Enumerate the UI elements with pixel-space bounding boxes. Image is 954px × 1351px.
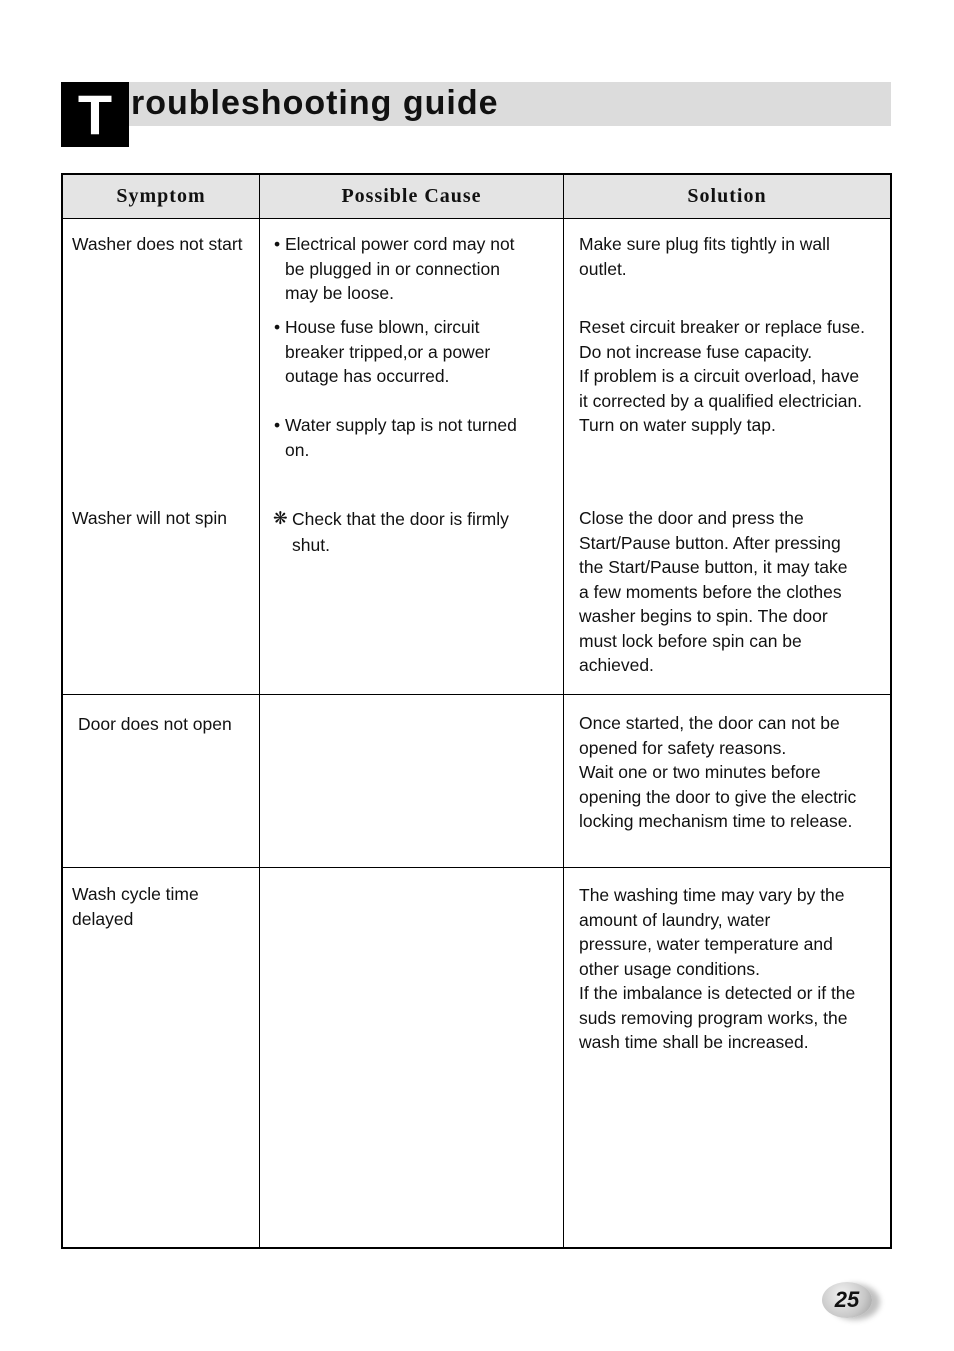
symptom-cell: Washer will not spin [72, 508, 227, 528]
symptom-cell: Wash cycle time delayed [72, 884, 199, 929]
solution-text: Reset circuit breaker or replace fuse. Do not increase fuse capacity. If problem is a circuit overload, have it corrected by a qualified electrician. Turn on water supply tap. [579, 317, 865, 435]
cause-bullet: • [274, 234, 281, 254]
row-divider [63, 867, 890, 868]
row-divider [63, 218, 890, 219]
cause-bullet: ❋ [273, 508, 288, 528]
cause-bullet: • [274, 317, 281, 337]
header-symptom: Symptom [116, 185, 206, 207]
header-possible-cause: Possible Cause [341, 185, 482, 207]
cause-text: Check that the door is firmly shut. [292, 509, 509, 555]
symptom-cell: Door does not open [78, 714, 232, 734]
header-solution: Solution [687, 185, 767, 207]
cause-bullet: • [274, 415, 281, 435]
page-number: 25 [834, 1287, 860, 1312]
cause-text: House fuse blown, circuit breaker tripped,or a power outage has occurred. [285, 317, 491, 386]
column-divider [259, 175, 260, 1247]
solution-text: Make sure plug fits tightly in wall outlet. [579, 234, 830, 279]
column-divider [563, 175, 564, 1247]
page-title: roubleshooting guide [131, 84, 499, 122]
row-divider [63, 694, 890, 695]
symptom-cell: Washer does not start [72, 234, 243, 254]
title-initial-block: T [61, 82, 129, 147]
cause-text: Water supply tap is not turned on. [285, 415, 517, 460]
solution-text: Close the door and press the Start/Pause button. After pressing the Start/Pause button, it may take a few moments before the clothes washer begins to spin. The door must lock before spin can be achieved. [579, 508, 848, 675]
cause-text: Electrical power cord may not be plugged in or connection may be loose. [285, 234, 515, 303]
troubleshooting-table [61, 173, 892, 1249]
solution-text: The washing time may vary by the amount of laundry, water pressure, water temperature and other usage conditions. If the imbalance is detected or if the suds removing program works, the wash time shall be increased. [579, 885, 856, 1052]
solution-text: Once started, the door can not be opened for safety reasons. Wait one or two minutes before opening the door to give the electric locking mechanism time to release. [579, 713, 857, 831]
